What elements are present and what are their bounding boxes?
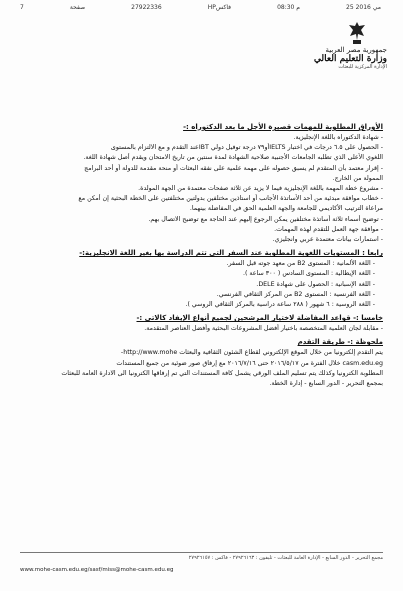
fax-page-number: 7 xyxy=(20,4,24,11)
footer-website: www.mohe-casm.edu.eg/sasf/miss@mohe-casm.edu.eg xyxy=(20,567,174,573)
page-footer xyxy=(20,552,383,573)
body-line: - استمارات بيانات معتمدة عربي وانجليزي. xyxy=(272,236,383,244)
body-line: - اللغة الألمانية : المستوى B2 من معهد جوته قبل السفر. xyxy=(226,260,375,268)
fax-time: م 08:30 xyxy=(277,4,300,11)
fax-page-label: صفحة xyxy=(69,4,86,11)
note-heading: ملحوظة :- طريقة التقدم xyxy=(297,338,383,347)
letterhead xyxy=(307,46,387,70)
body-line: الممولة من الخارج. xyxy=(332,174,383,182)
body-line: - اللغة الروسية : ٦ شهور ( ٢٨٨ ساعة دراسية بالمركز الثقافي الروسي ). xyxy=(185,301,375,309)
department-name: الإدارة المركزية للبعثات xyxy=(338,64,387,70)
fax-sender: HPفاكس xyxy=(207,4,232,11)
body-line: - شهادة الدكتوراه باللغة الإنجليزية. xyxy=(293,134,383,141)
body-line: - الحصول على ٦.٥ درجات في اختبار IELTSأو٧٩ درجة توفيل دولي IBTعند التقدم و مع الالتزام بالمستوى xyxy=(110,144,383,152)
section-heading: خامسا :- قواعد المفاضلة لاختيار المرشحين لجميع أنواع الإيفاد كالاتي :- xyxy=(136,314,383,323)
body-line: - إقرار معتمد بأن المتقدم لم يسبق حصوله على مهمة علمية على نفقه البعثات أو منحة مقدمة للدولة أو أحد البرامج xyxy=(84,164,383,172)
eagle-emblem-icon xyxy=(346,20,368,46)
document-body xyxy=(24,122,383,389)
republic-name: جمهورية مصر العربية xyxy=(325,46,387,54)
body-line: بمجمع التحرير - الدور السابع - إدارة الخطة. xyxy=(269,380,383,388)
section-heading: رابعا : المستويات اللغوية المطلوبة عند السفر التي تتم الدراسة بها بغير اللغة الانجليزية:- xyxy=(79,249,383,258)
body-line: - مشروع خطة المهمة باللغة الإنجليزية فيما لا يزيد عن ثلاثة صفحات معتمدة من الجهة المولدة. xyxy=(138,185,383,193)
body-line: - اللغة الإيطالية : المستوى السادس ( ٣٠٠ ساعة ). xyxy=(242,270,375,278)
body-line: - توضيح أسماء ثلاثة أساتذة مختلفين يمكن الرجوع إليهم عند الحاجة مع توضيح الاتصال بهم. xyxy=(148,215,383,223)
body-line: - اللغة الفرنسية : المستوى B2 من المركز الثقافي الفرنسي. xyxy=(216,290,375,298)
body-line: - مقابلة لجان العلمية المتخصصة باختيار أفضل المشروعات البحثية وأفضل العناصر المتقدمة. xyxy=(144,325,383,333)
body-line: يتم التقدم إلكترونيا من خلال الموقع الإلكتروني لقطاع الشئون الثقافية والبعثات http://www.mohe- xyxy=(120,349,383,357)
footer-address: مجمع التحرير - الدور السابع - الإدارة العامة للبعثات - تليفون : ٢٧٩٢٦١٦٣ - فاكس : ٢٧٩٢٦١٥٧ xyxy=(188,555,383,561)
fax-number: 27922336 xyxy=(131,4,162,11)
section-heading: الأوراق المطلوبة للمهمات قصيرة الأجل ما بعد الدكتوراه :- xyxy=(183,123,383,131)
body-line: مراعاة الترتيب الأكاديمي للجامعة والجهة العلمية الحق في المفاضلة بينهما. xyxy=(189,205,383,213)
body-line: - موافقة جهة العمل للتقدم لهذه المهمات. xyxy=(274,225,383,233)
ministry-name: وزارة التعليم العالي xyxy=(313,54,387,64)
body-line: - خطاب موافقة مبدئية من أحد الأساتذة الأجانب أو استاذين مختلفين بدولتين مختلفتين على الخطة البحثية إن أمكن مع xyxy=(78,195,383,203)
body-line: - اللغة الإسبانية : الحصول على شهادة DELE. xyxy=(256,280,375,288)
body-line: المطلوبة الكترونيا وكذلك يتم تسليم الملف الورقي يشمل كافة المستندات التي تم إرفاقها الكترونيا الى الادارة العامة للبعثات xyxy=(61,369,383,377)
fax-header xyxy=(20,4,381,11)
body-line: casm.edu.eg خلال الفترة من ٢٠١٦/٥/١٧ حتى ٢٠١٦/٧/١٦ مع إرفاق صور ضوئية من جميع المستندات xyxy=(116,359,383,367)
body-line: اللغوي الأعلى الذي تطلبه الجامعات الأجنبية صلاحية الشهادة لمدة سنتين من تاريخ الامتحان ويقدم أصل شهادة اللغة. xyxy=(83,154,383,162)
fax-date: 25 مي 2016 xyxy=(346,4,381,11)
